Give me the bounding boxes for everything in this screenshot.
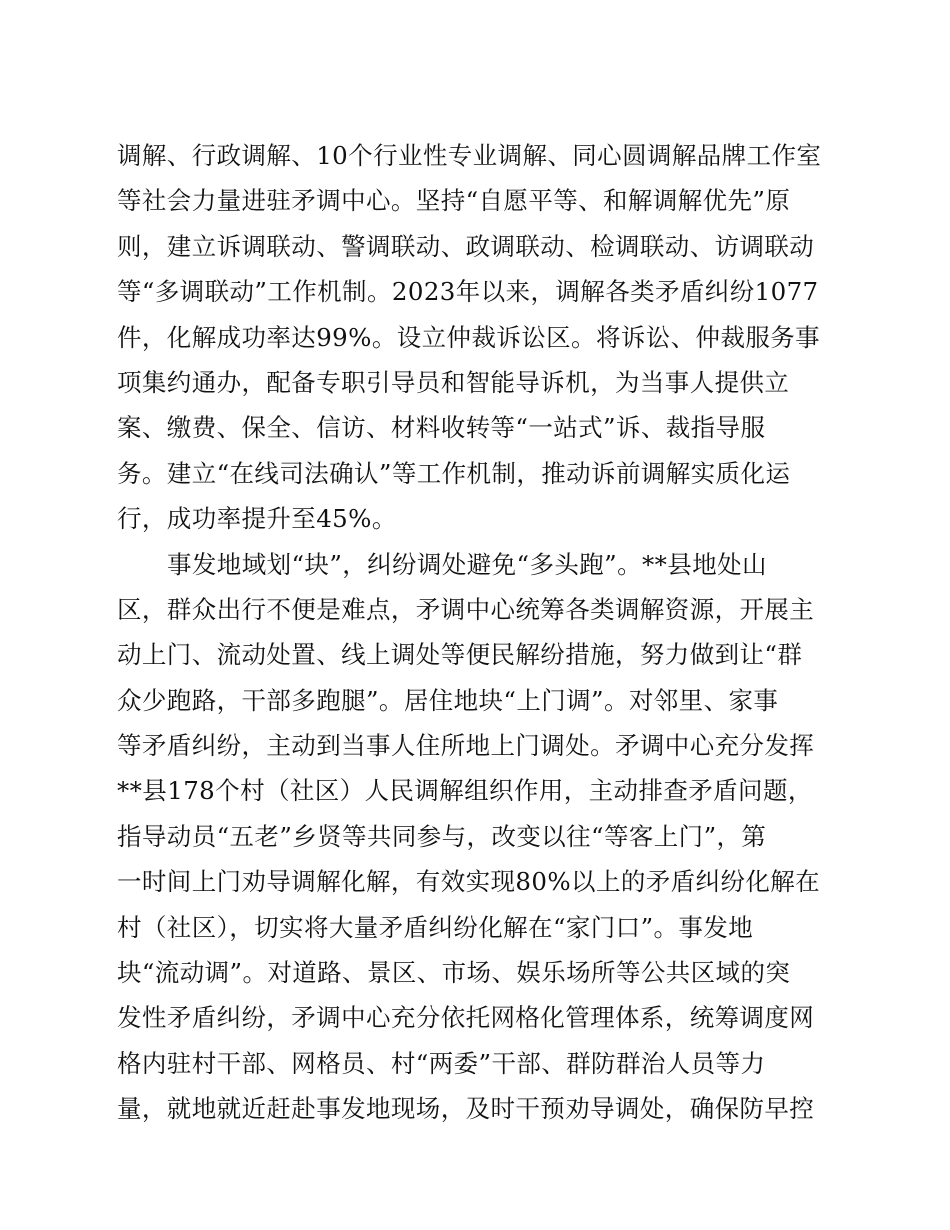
text-line: **县178个村（社区）人民调解组织作用，主动排查矛盾问题， [117,776,813,806]
text-line: 等矛盾纠纷，主动到当事人住所地上门调处。矛调中心充分发挥 [117,731,815,761]
text-line: 调解、行政调解、10个行业性专业调解、同心圆调解品牌工作室 [117,141,822,170]
text-line: 村（社区），切实将大量矛盾纠纷化解在“家门口”。事发地 [117,912,754,942]
text-line: 动上门、流动处置、线上调处等便民解纷措施，努力做到让“群 [117,640,803,670]
text-line: 件，化解成功率达99%。设立仲裁诉讼区。将诉讼、仲裁服务事 [117,322,821,352]
text-line: 量，就地就近赶赴事发地现场，及时干预劝导调处，确保防早控 [117,1094,815,1124]
text-line: 项集约通办，配备专职引导员和智能导诉机，为当事人提供立 [117,367,790,397]
text-line: 则，建立诉调联动、警调联动、政调联动、检调联动、访调联动 [117,231,815,261]
text-line: 众少跑路，干部多跑腿”。居住地块“上门调”。对邻里、家事 [117,685,779,715]
text-line: 区，群众出行不便是难点，矛调中心统筹各类调解资源，开展主 [117,594,815,624]
text-line: 等“多调联动”工作机制。2023年以来，调解各类矛盾纠纷1077 [117,277,819,307]
paragraph-first-line: 事发地域划“块”，纠纷调处避免“多头跑”。**县地处山 [167,549,767,579]
text-line: 指导动员“五老”乡贤等共同参与，改变以往“等客上门”，第 [117,821,767,851]
text-line: 务。建立“在线司法确认”等工作机制，推动诉前调解实质化运 [117,458,791,488]
text-line: 案、缴费、保全、信访、材料收转等“一站式”诉、裁指导服 [117,413,766,443]
text-line: 行，成功率提升至45%。 [117,504,397,534]
text-line: 等社会力量进驻矛调中心。坚持“自愿平等、和解调解优先”原 [117,186,791,216]
body-text [117,133,827,1132]
text-line: 一时间上门劝导调解化解，有效实现80%以上的矛盾纠纷化解在 [117,867,821,897]
text-line: 块“流动调”。对道路、景区、市场、娱乐场所等公共区域的突 [117,958,791,988]
text-line: 发性矛盾纠纷，矛调中心充分依托网格化管理体系，统筹调度网 [117,1003,815,1033]
text-line: 格内驻村干部、网格员、村“两委”干部、群防群治人员等力 [117,1048,766,1078]
